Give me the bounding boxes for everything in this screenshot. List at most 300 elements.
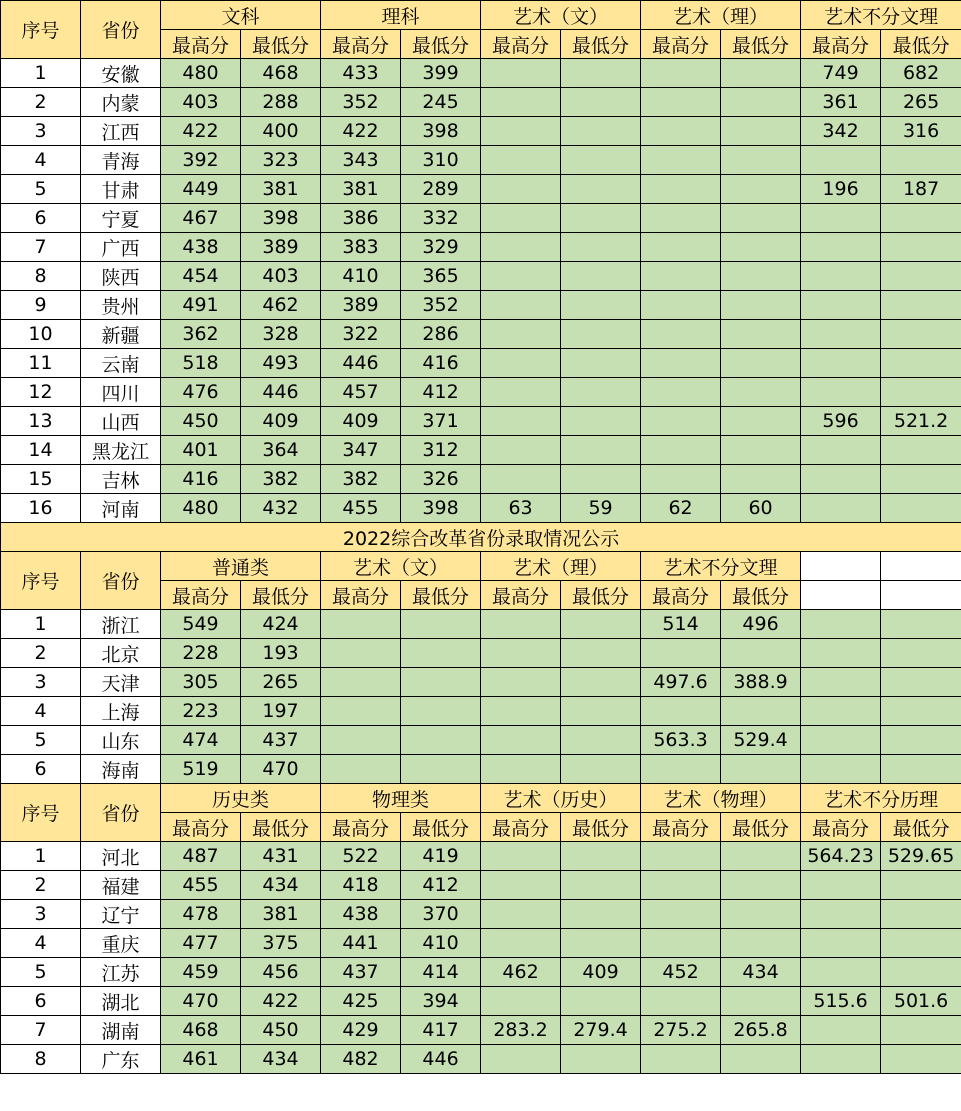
score-cell: 468 bbox=[241, 59, 321, 88]
score-cell: 468 bbox=[161, 1016, 241, 1045]
row-index: 4 bbox=[1, 697, 81, 726]
score-cell: 519 bbox=[161, 755, 241, 784]
score-cell bbox=[641, 204, 721, 233]
subcolumn-header: 最高分 bbox=[321, 30, 401, 59]
score-cell bbox=[641, 900, 721, 929]
score-cell bbox=[721, 204, 801, 233]
row-index: 7 bbox=[1, 233, 81, 262]
score-cell: 352 bbox=[321, 88, 401, 117]
score-cell: 60 bbox=[721, 494, 801, 523]
table-row bbox=[1, 610, 961, 639]
subcolumn-header: 最低分 bbox=[401, 581, 481, 610]
table-row bbox=[1, 842, 961, 871]
score-cell: 347 bbox=[321, 436, 401, 465]
subcolumn-header: 最高分 bbox=[641, 581, 721, 610]
score-cell bbox=[481, 436, 561, 465]
score-cell: 514 bbox=[641, 610, 721, 639]
score-cell bbox=[801, 1016, 881, 1045]
score-cell bbox=[561, 697, 641, 726]
subcolumn-header: 最低分 bbox=[241, 30, 321, 59]
score-cell bbox=[881, 726, 961, 755]
score-cell bbox=[641, 349, 721, 378]
group-header: 理科 bbox=[321, 1, 481, 30]
score-cell bbox=[561, 436, 641, 465]
score-cell: 482 bbox=[321, 1045, 401, 1074]
table-row bbox=[1, 291, 961, 320]
score-cell: 437 bbox=[241, 726, 321, 755]
score-cell bbox=[721, 407, 801, 436]
score-cell bbox=[881, 1045, 961, 1074]
province-name: 内蒙 bbox=[81, 88, 161, 117]
score-cell bbox=[801, 494, 881, 523]
score-cell: 491 bbox=[161, 291, 241, 320]
score-cell: 245 bbox=[401, 88, 481, 117]
province-name: 河北 bbox=[81, 842, 161, 871]
subcolumn-header bbox=[801, 581, 881, 610]
score-cell: 342 bbox=[801, 117, 881, 146]
score-cell bbox=[721, 349, 801, 378]
score-cell bbox=[881, 262, 961, 291]
score-cell: 480 bbox=[161, 494, 241, 523]
section-title-row bbox=[1, 523, 961, 552]
score-cell bbox=[481, 842, 561, 871]
province-name: 四川 bbox=[81, 378, 161, 407]
score-cell: 352 bbox=[401, 291, 481, 320]
score-cell bbox=[721, 755, 801, 784]
score-cell bbox=[481, 291, 561, 320]
score-cell bbox=[721, 639, 801, 668]
score-cell: 418 bbox=[321, 871, 401, 900]
row-index: 1 bbox=[1, 610, 81, 639]
province-name: 吉林 bbox=[81, 465, 161, 494]
row-index: 9 bbox=[1, 291, 81, 320]
score-cell bbox=[641, 146, 721, 175]
score-cell bbox=[881, 436, 961, 465]
score-cell: 288 bbox=[241, 88, 321, 117]
score-cell: 417 bbox=[401, 1016, 481, 1045]
row-index: 8 bbox=[1, 1045, 81, 1074]
score-cell bbox=[641, 697, 721, 726]
table-row bbox=[1, 262, 961, 291]
score-cell bbox=[401, 726, 481, 755]
subcolumn-header: 最低分 bbox=[721, 30, 801, 59]
group-header: 艺术（理） bbox=[481, 552, 641, 581]
province-name: 陕西 bbox=[81, 262, 161, 291]
score-cell: 394 bbox=[401, 987, 481, 1016]
score-cell bbox=[641, 1045, 721, 1074]
score-cell bbox=[481, 755, 561, 784]
score-cell: 422 bbox=[241, 987, 321, 1016]
score-cell bbox=[481, 175, 561, 204]
row-index: 11 bbox=[1, 349, 81, 378]
score-cell bbox=[801, 465, 881, 494]
score-cell: 381 bbox=[241, 175, 321, 204]
table-row bbox=[1, 378, 961, 407]
index-header: 序号 bbox=[1, 784, 81, 842]
score-cell bbox=[801, 610, 881, 639]
score-cell bbox=[721, 117, 801, 146]
score-cell bbox=[641, 987, 721, 1016]
score-cell bbox=[641, 465, 721, 494]
group-header: 艺术（历史） bbox=[481, 784, 641, 813]
subcolumn-header: 最高分 bbox=[641, 813, 721, 842]
score-cell bbox=[881, 755, 961, 784]
score-cell: 382 bbox=[321, 465, 401, 494]
score-cell: 493 bbox=[241, 349, 321, 378]
subcolumn-header bbox=[881, 581, 961, 610]
province-name: 海南 bbox=[81, 755, 161, 784]
score-cell bbox=[881, 291, 961, 320]
subcolumn-header: 最高分 bbox=[321, 813, 401, 842]
subcolumn-header: 最高分 bbox=[321, 581, 401, 610]
province-name: 湖南 bbox=[81, 1016, 161, 1045]
score-cell: 450 bbox=[241, 1016, 321, 1045]
score-cell bbox=[801, 262, 881, 291]
group-header: 艺术（文） bbox=[481, 1, 641, 30]
score-cell: 389 bbox=[241, 233, 321, 262]
row-index: 4 bbox=[1, 929, 81, 958]
score-cell bbox=[481, 349, 561, 378]
score-cell: 434 bbox=[721, 958, 801, 987]
score-cell: 596 bbox=[801, 407, 881, 436]
score-cell bbox=[641, 291, 721, 320]
table-row bbox=[1, 871, 961, 900]
table-row bbox=[1, 958, 961, 987]
row-index: 8 bbox=[1, 262, 81, 291]
group-header bbox=[881, 552, 961, 581]
subcolumn-header: 最高分 bbox=[481, 581, 561, 610]
score-cell bbox=[481, 465, 561, 494]
row-index: 14 bbox=[1, 436, 81, 465]
score-cell bbox=[401, 610, 481, 639]
score-cell bbox=[881, 349, 961, 378]
row-index: 10 bbox=[1, 320, 81, 349]
score-cell: 310 bbox=[401, 146, 481, 175]
score-cell bbox=[721, 1045, 801, 1074]
score-cell: 455 bbox=[321, 494, 401, 523]
row-index: 2 bbox=[1, 88, 81, 117]
score-cell bbox=[561, 639, 641, 668]
score-cell bbox=[561, 987, 641, 1016]
row-index: 12 bbox=[1, 378, 81, 407]
score-cell bbox=[561, 320, 641, 349]
score-cell bbox=[721, 987, 801, 1016]
score-cell: 422 bbox=[321, 117, 401, 146]
score-cell: 365 bbox=[401, 262, 481, 291]
score-cell bbox=[881, 871, 961, 900]
score-cell bbox=[561, 146, 641, 175]
score-cell bbox=[481, 233, 561, 262]
score-cell: 438 bbox=[321, 900, 401, 929]
score-cell bbox=[561, 610, 641, 639]
score-cell bbox=[801, 900, 881, 929]
score-cell bbox=[561, 726, 641, 755]
province-name: 山东 bbox=[81, 726, 161, 755]
table-row bbox=[1, 726, 961, 755]
subcolumn-header: 最低分 bbox=[561, 581, 641, 610]
score-cell: 63 bbox=[481, 494, 561, 523]
score-cell bbox=[881, 639, 961, 668]
score-cell bbox=[801, 755, 881, 784]
score-cell: 416 bbox=[401, 349, 481, 378]
score-cell: 497.6 bbox=[641, 668, 721, 697]
score-cell bbox=[321, 726, 401, 755]
table-row bbox=[1, 755, 961, 784]
score-cell: 388.9 bbox=[721, 668, 801, 697]
score-cell: 322 bbox=[321, 320, 401, 349]
score-cell: 193 bbox=[241, 639, 321, 668]
index-header: 序号 bbox=[1, 1, 81, 59]
score-cell bbox=[881, 320, 961, 349]
subcolumn-header: 最高分 bbox=[161, 813, 241, 842]
score-cell bbox=[481, 929, 561, 958]
score-cell: 59 bbox=[561, 494, 641, 523]
score-cell bbox=[881, 668, 961, 697]
score-cell: 454 bbox=[161, 262, 241, 291]
score-cell bbox=[721, 436, 801, 465]
score-cell bbox=[801, 958, 881, 987]
score-cell: 265 bbox=[241, 668, 321, 697]
row-index: 3 bbox=[1, 668, 81, 697]
score-cell: 476 bbox=[161, 378, 241, 407]
score-cell bbox=[561, 1045, 641, 1074]
table-row bbox=[1, 436, 961, 465]
score-cell: 749 bbox=[801, 59, 881, 88]
score-cell: 275.2 bbox=[641, 1016, 721, 1045]
row-index: 6 bbox=[1, 204, 81, 233]
score-cell: 462 bbox=[481, 958, 561, 987]
table-row bbox=[1, 494, 961, 523]
score-cell bbox=[481, 59, 561, 88]
score-cell bbox=[801, 436, 881, 465]
subcolumn-header: 最低分 bbox=[561, 30, 641, 59]
province-name: 浙江 bbox=[81, 610, 161, 639]
score-cell bbox=[641, 929, 721, 958]
score-cell bbox=[881, 900, 961, 929]
score-cell bbox=[721, 465, 801, 494]
score-cell: 316 bbox=[881, 117, 961, 146]
score-cell: 343 bbox=[321, 146, 401, 175]
score-cell bbox=[801, 378, 881, 407]
score-cell: 419 bbox=[401, 842, 481, 871]
subcolumn-header: 最低分 bbox=[881, 813, 961, 842]
row-index: 4 bbox=[1, 146, 81, 175]
subcolumn-header: 最低分 bbox=[401, 813, 481, 842]
score-cell: 563.3 bbox=[641, 726, 721, 755]
score-cell: 450 bbox=[161, 407, 241, 436]
row-index: 2 bbox=[1, 639, 81, 668]
group-header: 艺术（理） bbox=[641, 1, 801, 30]
province-name: 山西 bbox=[81, 407, 161, 436]
score-cell: 381 bbox=[321, 175, 401, 204]
province-name: 上海 bbox=[81, 697, 161, 726]
table-row bbox=[1, 639, 961, 668]
province-name: 青海 bbox=[81, 146, 161, 175]
score-cell bbox=[561, 900, 641, 929]
score-cell: 283.2 bbox=[481, 1016, 561, 1045]
score-cell bbox=[801, 320, 881, 349]
subcolumn-header: 最低分 bbox=[721, 581, 801, 610]
subcolumn-header: 最低分 bbox=[241, 813, 321, 842]
row-index: 1 bbox=[1, 59, 81, 88]
score-cell bbox=[721, 378, 801, 407]
subcolumn-header: 最高分 bbox=[161, 30, 241, 59]
table-row bbox=[1, 929, 961, 958]
score-cell bbox=[721, 146, 801, 175]
score-cell: 187 bbox=[881, 175, 961, 204]
score-cell bbox=[881, 378, 961, 407]
score-cell bbox=[881, 465, 961, 494]
score-cell: 398 bbox=[401, 494, 481, 523]
score-cell: 459 bbox=[161, 958, 241, 987]
score-cell bbox=[401, 668, 481, 697]
score-cell bbox=[801, 871, 881, 900]
score-cell: 474 bbox=[161, 726, 241, 755]
score-cell bbox=[721, 59, 801, 88]
score-cell: 455 bbox=[161, 871, 241, 900]
table-row bbox=[1, 204, 961, 233]
province-name: 江西 bbox=[81, 117, 161, 146]
score-cell bbox=[561, 291, 641, 320]
row-index: 3 bbox=[1, 117, 81, 146]
score-cell: 403 bbox=[241, 262, 321, 291]
score-cell: 477 bbox=[161, 929, 241, 958]
score-cell bbox=[481, 320, 561, 349]
score-cell: 470 bbox=[241, 755, 321, 784]
province-header: 省份 bbox=[81, 1, 161, 59]
row-index: 3 bbox=[1, 900, 81, 929]
province-name: 江苏 bbox=[81, 958, 161, 987]
score-cell bbox=[801, 929, 881, 958]
table-row bbox=[1, 117, 961, 146]
score-cell bbox=[721, 320, 801, 349]
table-row bbox=[1, 146, 961, 175]
score-cell: 422 bbox=[161, 117, 241, 146]
score-cell: 312 bbox=[401, 436, 481, 465]
row-index: 16 bbox=[1, 494, 81, 523]
score-cell bbox=[641, 88, 721, 117]
score-cell: 364 bbox=[241, 436, 321, 465]
score-cell: 478 bbox=[161, 900, 241, 929]
group-header: 艺术（文） bbox=[321, 552, 481, 581]
score-cell bbox=[481, 117, 561, 146]
score-cell bbox=[561, 349, 641, 378]
score-cell bbox=[721, 871, 801, 900]
subcolumn-header: 最高分 bbox=[481, 813, 561, 842]
score-cell: 441 bbox=[321, 929, 401, 958]
score-cell bbox=[881, 610, 961, 639]
score-cell: 409 bbox=[561, 958, 641, 987]
table-row bbox=[1, 349, 961, 378]
score-cell: 197 bbox=[241, 697, 321, 726]
score-cell: 403 bbox=[161, 88, 241, 117]
table-row bbox=[1, 175, 961, 204]
province-name: 辽宁 bbox=[81, 900, 161, 929]
score-cell bbox=[721, 88, 801, 117]
province-name: 天津 bbox=[81, 668, 161, 697]
header-row-groups bbox=[1, 552, 961, 581]
score-cell: 400 bbox=[241, 117, 321, 146]
row-index: 5 bbox=[1, 726, 81, 755]
score-cell: 446 bbox=[321, 349, 401, 378]
subcolumn-header: 最低分 bbox=[401, 30, 481, 59]
score-cell bbox=[801, 146, 881, 175]
score-cell: 332 bbox=[401, 204, 481, 233]
score-cell: 522 bbox=[321, 842, 401, 871]
score-cell: 223 bbox=[161, 697, 241, 726]
score-cell: 462 bbox=[241, 291, 321, 320]
score-cell: 329 bbox=[401, 233, 481, 262]
row-index: 1 bbox=[1, 842, 81, 871]
score-cell bbox=[561, 204, 641, 233]
group-header: 文科 bbox=[161, 1, 321, 30]
subcolumn-header: 最高分 bbox=[801, 30, 881, 59]
score-cell bbox=[561, 262, 641, 291]
score-cell: 425 bbox=[321, 987, 401, 1016]
score-cell: 487 bbox=[161, 842, 241, 871]
score-cell bbox=[721, 175, 801, 204]
score-cell: 564.23 bbox=[801, 842, 881, 871]
score-cell bbox=[481, 697, 561, 726]
score-cell: 433 bbox=[321, 59, 401, 88]
group-header: 艺术不分文理 bbox=[641, 552, 801, 581]
subcolumn-header: 最低分 bbox=[721, 813, 801, 842]
province-name: 云南 bbox=[81, 349, 161, 378]
province-header: 省份 bbox=[81, 784, 161, 842]
score-cell bbox=[561, 59, 641, 88]
province-name: 宁夏 bbox=[81, 204, 161, 233]
table-row bbox=[1, 407, 961, 436]
row-index: 6 bbox=[1, 755, 81, 784]
score-cell: 409 bbox=[321, 407, 401, 436]
score-cell bbox=[561, 117, 641, 146]
score-cell bbox=[321, 639, 401, 668]
row-index: 15 bbox=[1, 465, 81, 494]
score-cell bbox=[481, 407, 561, 436]
table-row bbox=[1, 465, 961, 494]
score-cell: 461 bbox=[161, 1045, 241, 1074]
score-cell bbox=[561, 465, 641, 494]
score-cell bbox=[641, 755, 721, 784]
score-cell bbox=[641, 117, 721, 146]
score-cell: 529.65 bbox=[881, 842, 961, 871]
score-cell: 323 bbox=[241, 146, 321, 175]
score-cell: 381 bbox=[241, 900, 321, 929]
score-cell bbox=[321, 755, 401, 784]
score-cell bbox=[481, 1045, 561, 1074]
score-cell bbox=[881, 494, 961, 523]
province-name: 新疆 bbox=[81, 320, 161, 349]
group-header: 艺术（物理） bbox=[641, 784, 801, 813]
score-cell: 409 bbox=[241, 407, 321, 436]
score-cell: 370 bbox=[401, 900, 481, 929]
score-cell: 521.2 bbox=[881, 407, 961, 436]
score-cell bbox=[401, 755, 481, 784]
score-cell: 398 bbox=[241, 204, 321, 233]
score-cell bbox=[641, 175, 721, 204]
score-cell bbox=[721, 842, 801, 871]
province-name: 安徽 bbox=[81, 59, 161, 88]
province-name: 黑龙江 bbox=[81, 436, 161, 465]
score-cell bbox=[321, 610, 401, 639]
province-name: 甘肃 bbox=[81, 175, 161, 204]
score-cell bbox=[641, 871, 721, 900]
score-cell bbox=[641, 233, 721, 262]
score-cell: 412 bbox=[401, 378, 481, 407]
score-cell: 446 bbox=[401, 1045, 481, 1074]
row-index: 5 bbox=[1, 958, 81, 987]
score-cell bbox=[641, 59, 721, 88]
